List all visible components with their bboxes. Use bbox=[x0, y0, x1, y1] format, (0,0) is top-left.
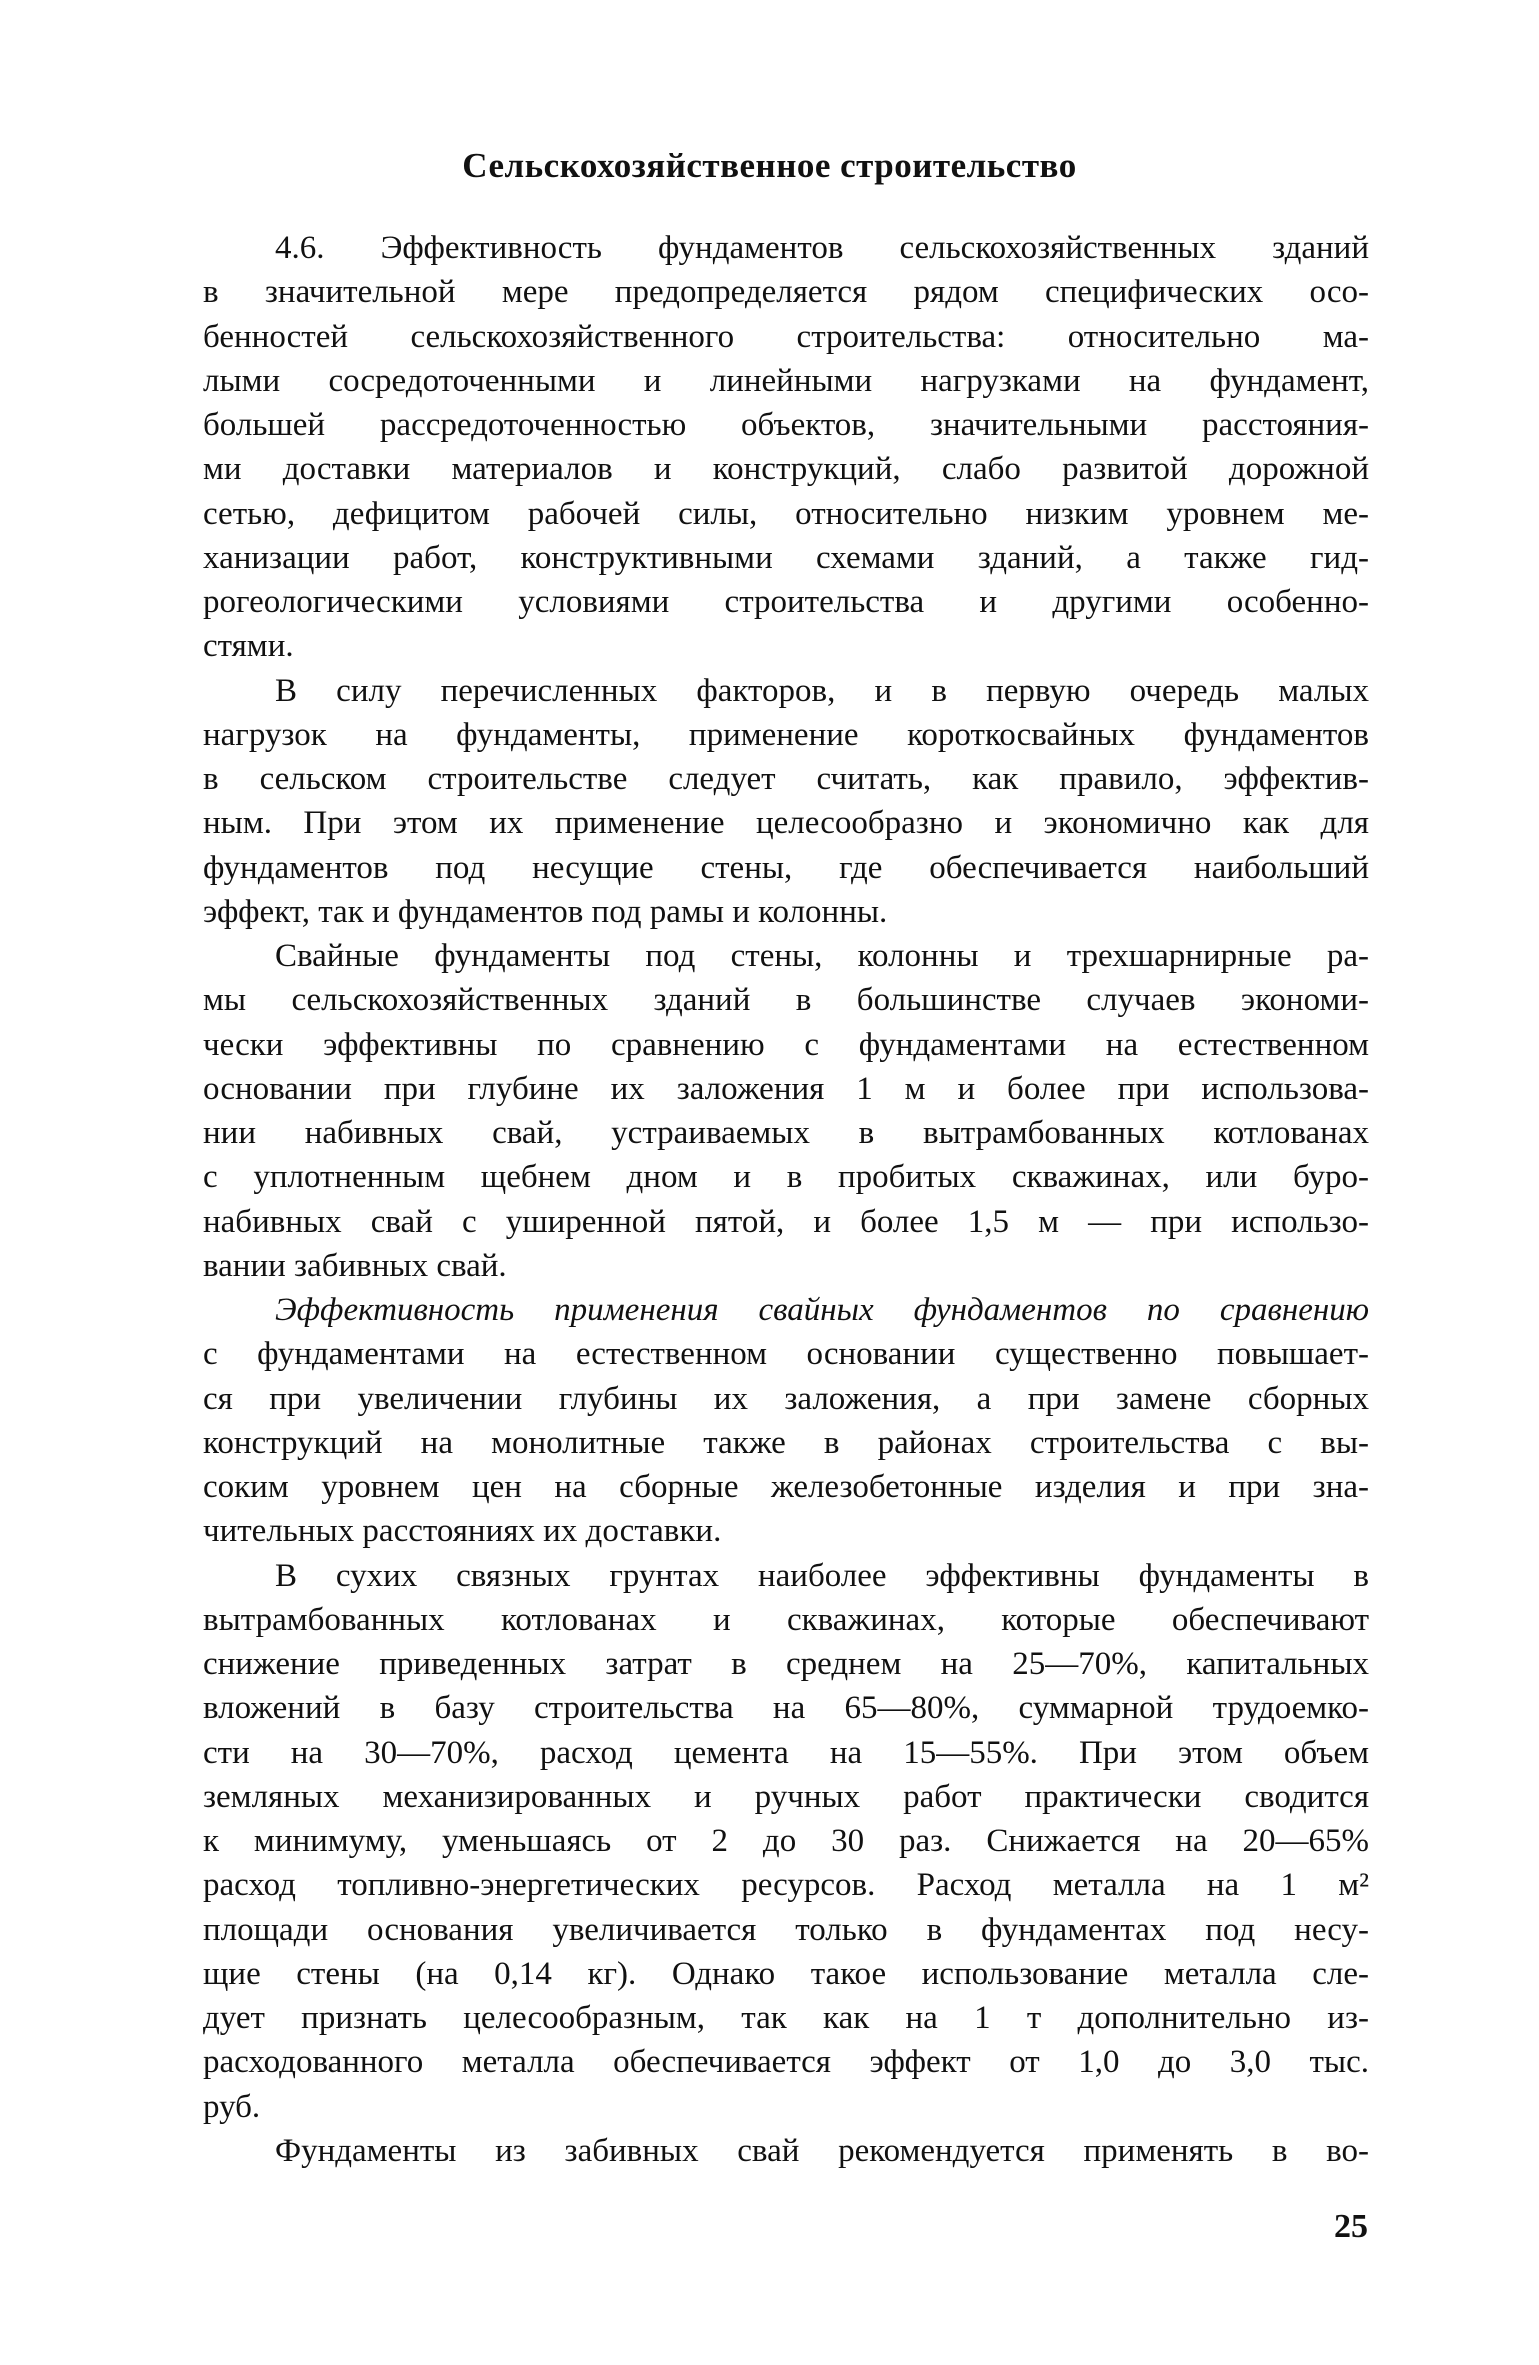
text-line: дует признать целесообразным, так как на 1 т дополнительно из- bbox=[203, 2000, 1369, 2036]
text-line: Свайные фундаменты под стены, колонны и трехшарнирные ра- bbox=[275, 938, 1369, 974]
text-line: нагрузок на фундаменты, применение короткосвайных фундаментов bbox=[203, 716, 1369, 753]
paragraph bbox=[203, 669, 1369, 935]
text-line: В сухих связных грунтах наиболее эффективны фундаменты в bbox=[275, 1557, 1369, 1594]
text-line: ным. При этом их применение целесообразно и экономично как для bbox=[203, 805, 1369, 842]
text-line: вытрамбованных котлованах и скважинах, которые обеспечивают bbox=[203, 1601, 1369, 1638]
text-line: сетью, дефицитом рабочей силы, относительно низким уровнем ме- bbox=[203, 495, 1369, 532]
text-line: к минимуму, уменьшаясь от 2 до 30 раз. Снижается на 20—65% bbox=[203, 1823, 1369, 1859]
text-line: В силу перечисленных факторов, и в первую очередь малых bbox=[275, 672, 1369, 709]
text-line: большей рассредоточенностью объектов, значительными расстояния- bbox=[203, 407, 1369, 443]
text-line: ми доставки материалов и конструкций, слабо развитой дорожной bbox=[203, 451, 1369, 488]
text-line: мы сельскохозяйственных зданий в большинстве случаев экономи- bbox=[203, 982, 1369, 1019]
text-line: вании забивных свай. bbox=[203, 1247, 507, 1284]
text-line: в значительной мере предопределяется рядом специфических осо- bbox=[203, 274, 1369, 311]
text-line: руб. bbox=[203, 2088, 261, 2125]
text-line: сти на 30—70%, расход цемента на 15—55%. При этом объем bbox=[203, 1734, 1369, 1771]
text-line: с уплотненным щебнем дном и в пробитых скважинах, или буро- bbox=[203, 1159, 1369, 1196]
text-line: расходованного металла обеспечивается эффект от 1,0 до 3,0 тыс. bbox=[203, 2044, 1369, 2081]
paragraph bbox=[203, 934, 1369, 1288]
text-line: бенностей сельскохозяйственного строительства: относительно ма- bbox=[203, 318, 1369, 355]
text-line: чительных расстояниях их доставки. bbox=[203, 1513, 722, 1550]
paragraph bbox=[203, 1288, 1369, 1554]
text-line: вложений в базу строительства на 65—80%, суммарной трудоемко- bbox=[203, 1690, 1369, 1727]
text-line: чески эффективны по сравнению с фундаментами на естественном bbox=[203, 1026, 1369, 1063]
text-line: 4.6. Эффективность фундаментов сельскохозяйственных зданий bbox=[275, 230, 1369, 266]
text-line: в сельском строительстве следует считать, как правило, эффектив- bbox=[203, 761, 1369, 797]
text-line: щие стены (на 0,14 кг). Однако такое использование металла сле- bbox=[203, 1955, 1369, 1992]
text-line: земляных механизированных и ручных работ практически сводится bbox=[203, 1778, 1369, 1815]
text-line: стями. bbox=[203, 628, 294, 665]
text-line: Эффективность применения свайных фундаментов по сравнению bbox=[275, 1292, 1369, 1328]
text-line: рогеологическими условиями строительства и другими особенно- bbox=[203, 584, 1369, 620]
section-title: Сельскохозяйственное строительство bbox=[462, 146, 1077, 185]
paragraph bbox=[203, 1554, 1369, 2129]
text-line: снижение приведенных затрат в среднем на 25—70%, капитальных bbox=[203, 1646, 1369, 1682]
text-line: Фундаменты из забивных свай рекомендуется применять в во- bbox=[275, 2132, 1369, 2169]
text-line: соким уровнем цен на сборные железобетонные изделия и при зна- bbox=[203, 1469, 1369, 1505]
text-line: эффект, так и фундаментов под рамы и колонны. bbox=[203, 893, 888, 930]
text-line: площади основания увеличивается только в фундаментах под несу- bbox=[203, 1911, 1369, 1948]
text-line: основании при глубине их заложения 1 м и более при использова- bbox=[203, 1070, 1369, 1107]
paragraph bbox=[203, 2129, 1369, 2173]
paragraph bbox=[203, 226, 1369, 669]
text-line: ся при увеличении глубины их заложения, а при замене сборных bbox=[203, 1380, 1369, 1417]
page-number: 25 bbox=[1334, 2208, 1368, 2245]
text-line: расход топливно-энергетических ресурсов. Расход металла на 1 м² bbox=[203, 1867, 1369, 1904]
body-text bbox=[203, 226, 1369, 2173]
text-line: фундаментов под несущие стены, где обеспечивается наибольший bbox=[203, 849, 1369, 886]
text-line: конструкций на монолитные также в районах строительства с вы- bbox=[203, 1424, 1369, 1461]
text-line: набивных свай с уширенной пятой, и более 1,5 м — при использо- bbox=[203, 1203, 1369, 1240]
text-line: нии набивных свай, устраиваемых в вытрамбованных котлованах bbox=[203, 1115, 1369, 1151]
text-line: с фундаментами на естественном основании существенно повышает- bbox=[203, 1336, 1369, 1373]
text-line: ханизации работ, конструктивными схемами зданий, а также гид- bbox=[203, 539, 1369, 576]
text-line: лыми сосредоточенными и линейными нагрузками на фундамент, bbox=[203, 362, 1369, 399]
